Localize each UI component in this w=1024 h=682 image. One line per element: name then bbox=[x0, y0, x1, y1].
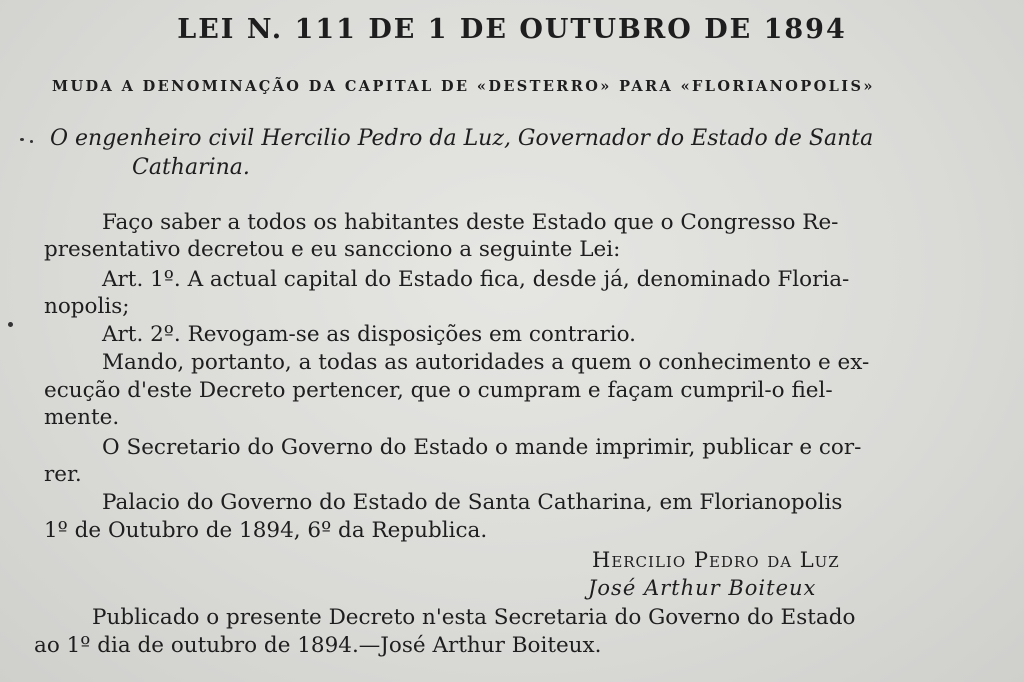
body-line: Faço saber a todos os habitantes deste Estado que o Congresso Re- bbox=[102, 210, 839, 235]
publication-line: ao 1º dia de outubro de 1894.—José Arthur Boiteux. bbox=[34, 633, 602, 658]
body-line: O Secretario do Governo do Estado o mande imprimir, publicar e cor- bbox=[102, 435, 862, 460]
body-line: rer. bbox=[44, 462, 82, 487]
publication-line: Publicado o presente Decreto n'esta Secretaria do Governo do Estado bbox=[92, 605, 856, 630]
law-title: LEI N. 111 DE 1 DE OUTUBRO DE 1894 bbox=[177, 14, 847, 45]
body-line: 1º de Outubro de 1894, 6º da Republica. bbox=[44, 518, 488, 543]
body-line: Palacio do Governo do Estado de Santa Catharina, em Florianopolis bbox=[102, 490, 843, 515]
article-1: Art. 1º. A actual capital do Estado fica, desde já, denominado Floria- bbox=[102, 267, 850, 292]
ink-speck bbox=[8, 322, 13, 327]
signature-governor: Hercilio Pedro da Luz bbox=[592, 548, 840, 572]
signature-secretary: José Arthur Boiteux bbox=[588, 576, 817, 600]
intro-line: O engenheiro civil Hercilio Pedro da Luz, Governador do Estado de Santa bbox=[50, 126, 874, 151]
body-line: nopolis; bbox=[44, 294, 130, 319]
body-line: Mando, portanto, a todas as autoridades a quem o conhecimento e ex- bbox=[102, 350, 870, 375]
ink-speck bbox=[20, 138, 24, 141]
article-2: Art. 2º. Revogam-se as disposições em contrario. bbox=[102, 322, 637, 347]
ink-speck bbox=[30, 140, 33, 143]
body-line: mente. bbox=[44, 405, 120, 430]
intro-line: Catharina. bbox=[132, 155, 250, 180]
body-line: ecução d'este Decreto pertencer, que o cumpram e façam cumpril-o fiel- bbox=[44, 378, 833, 403]
body-line: presentativo decretou e eu sancciono a seguinte Lei: bbox=[44, 237, 621, 262]
law-subtitle: MUDA A DENOMINAÇÃO DA CAPITAL DE «DESTERRO» PARA «FLORIANOPOLIS» bbox=[52, 78, 875, 95]
